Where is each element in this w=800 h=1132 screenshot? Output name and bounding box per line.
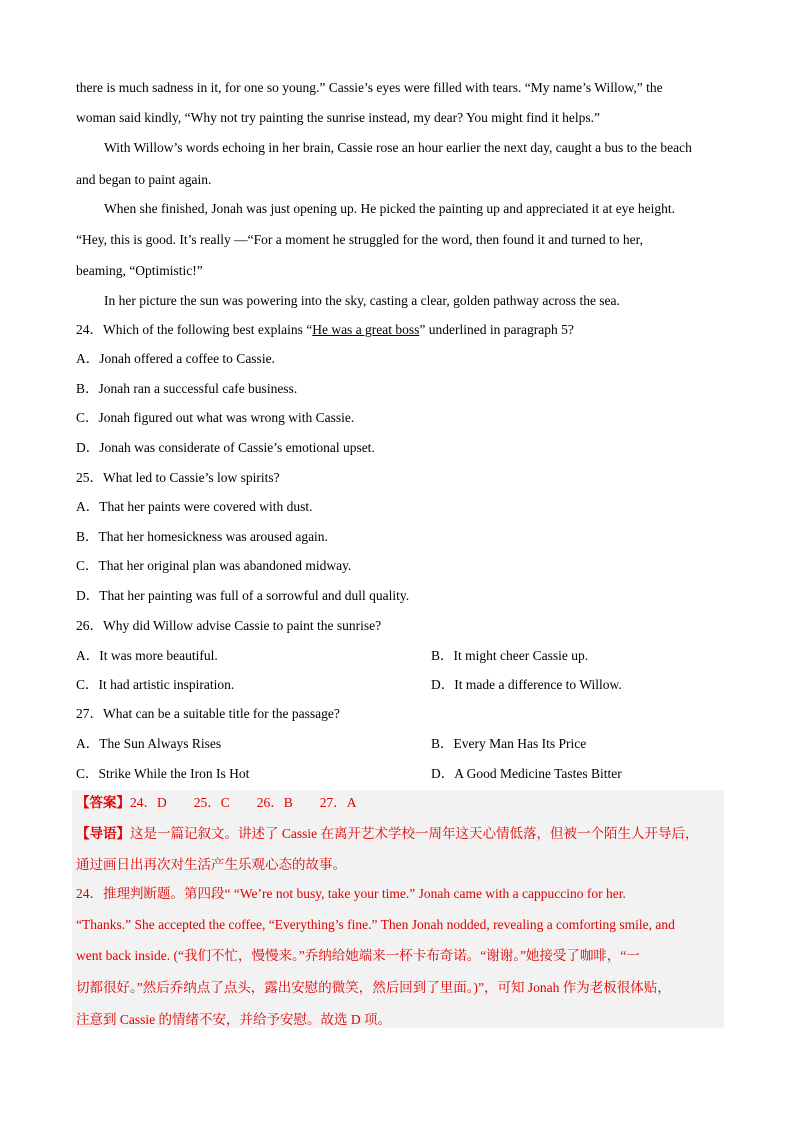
- option-27-d: D．A Good Medicine Tastes Bitter: [431, 766, 622, 781]
- option-26-a: A．It was more beautiful.: [76, 648, 218, 663]
- passage-line: “Hey, this is good. It’s really —“For a moment he struggled for the word, then found it and turned to her,: [76, 232, 643, 247]
- passage-line: With Willow’s words echoing in her brain, Cassie rose an hour earlier the next day, caught a bus to the beach: [104, 140, 692, 155]
- option-25-c: C．That her original plan was abandoned midway.: [76, 558, 352, 573]
- explanation-line: went back inside. (“我们不忙，慢慢来。”乔纳给她端来一杯卡布奇诺。“谢谢。”她接受了咖啡，“一: [76, 948, 640, 963]
- option-24-c: C．Jonah figured out what was wrong with Cassie.: [76, 410, 355, 425]
- option-row: [76, 734, 724, 754]
- explanation-line: 24．推理判断题。第四段“ “We’re not busy, take your time.” Jonah came with a cappuccino for her.: [76, 886, 626, 901]
- option-27-c: C．Strike While the Iron Is Hot: [76, 766, 250, 781]
- guide-label: 【导语】: [76, 826, 130, 841]
- question-26-stem: 26．Why did Willow advise Cassie to paint the sunrise?: [76, 618, 382, 633]
- explanation-line: 注意到 Cassie 的情绪不安，并给予安慰。故选 D 项。: [76, 1012, 391, 1027]
- option-row: [76, 646, 724, 666]
- option-27-a: A．The Sun Always Rises: [76, 736, 222, 751]
- guide-line: 【导语】这是一篇记叙文。讲述了 Cassie 在离开艺术学校一周年这天心情低落，但被一个陌生人开导后，: [76, 826, 699, 841]
- question-24-stem: 24．Which of the following best explains “He was a great boss” underlined in paragraph 5?: [76, 322, 574, 337]
- option-26-d: D．It made a difference to Willow.: [431, 677, 622, 692]
- passage-line: beaming, “Optimistic!”: [76, 263, 203, 278]
- question-27-stem: 27．What can be a suitable title for the passage?: [76, 706, 340, 721]
- passage-line: In her picture the sun was powering into the sky, casting a clear, golden pathway across the sea.: [104, 293, 620, 308]
- option-25-a: A．That her paints were covered with dust.: [76, 499, 313, 514]
- option-25-b: B．That her homesickness was aroused again.: [76, 529, 328, 544]
- answer-line: [76, 793, 724, 813]
- option-24-b: B．Jonah ran a successful cafe business.: [76, 381, 298, 396]
- passage-line: woman said kindly, “Why not try painting the sunrise instead, my dear? You might find it helps.”: [76, 110, 601, 125]
- answer-key: 24．D 25．C 26．B 27．A: [130, 795, 357, 810]
- underlined-phrase: He was a great boss: [312, 322, 420, 337]
- option-24-d: D．Jonah was considerate of Cassie’s emotional upset.: [76, 440, 375, 455]
- guide-line: 通过画日出再次对生活产生乐观心态的故事。: [76, 857, 346, 872]
- passage-line: When she finished, Jonah was just opening up. He picked the painting up and appreciated it at eye height.: [104, 201, 675, 216]
- option-25-d: D．That her painting was full of a sorrowful and dull quality.: [76, 588, 410, 603]
- question-25-stem: 25．What led to Cassie’s low spirits?: [76, 470, 280, 485]
- option-26-b: B．It might cheer Cassie up.: [431, 648, 589, 663]
- option-row: [76, 764, 724, 784]
- explanation-line: 切都很好。”然后乔纳点了点头，露出安慰的微笑，然后回到了里面。)”，可知 Jonah 作为老板很体贴，: [76, 980, 671, 995]
- passage-line: there is much sadness in it, for one so young.” Cassie’s eyes were filled with tears. “My name’s Willow,” the: [76, 80, 663, 95]
- option-26-c: C．It had artistic inspiration.: [76, 677, 235, 692]
- explanation-line: “Thanks.” She accepted the coffee, “Everything’s fine.” Then Jonah nodded, revealing a comforting smile, and: [76, 917, 675, 932]
- option-row: [76, 675, 724, 695]
- option-27-b: B．Every Man Has Its Price: [431, 736, 587, 751]
- option-24-a: A．Jonah offered a coffee to Cassie.: [76, 351, 275, 366]
- passage-line: and began to paint again.: [76, 172, 212, 187]
- answer-label: 【答案】: [76, 795, 130, 810]
